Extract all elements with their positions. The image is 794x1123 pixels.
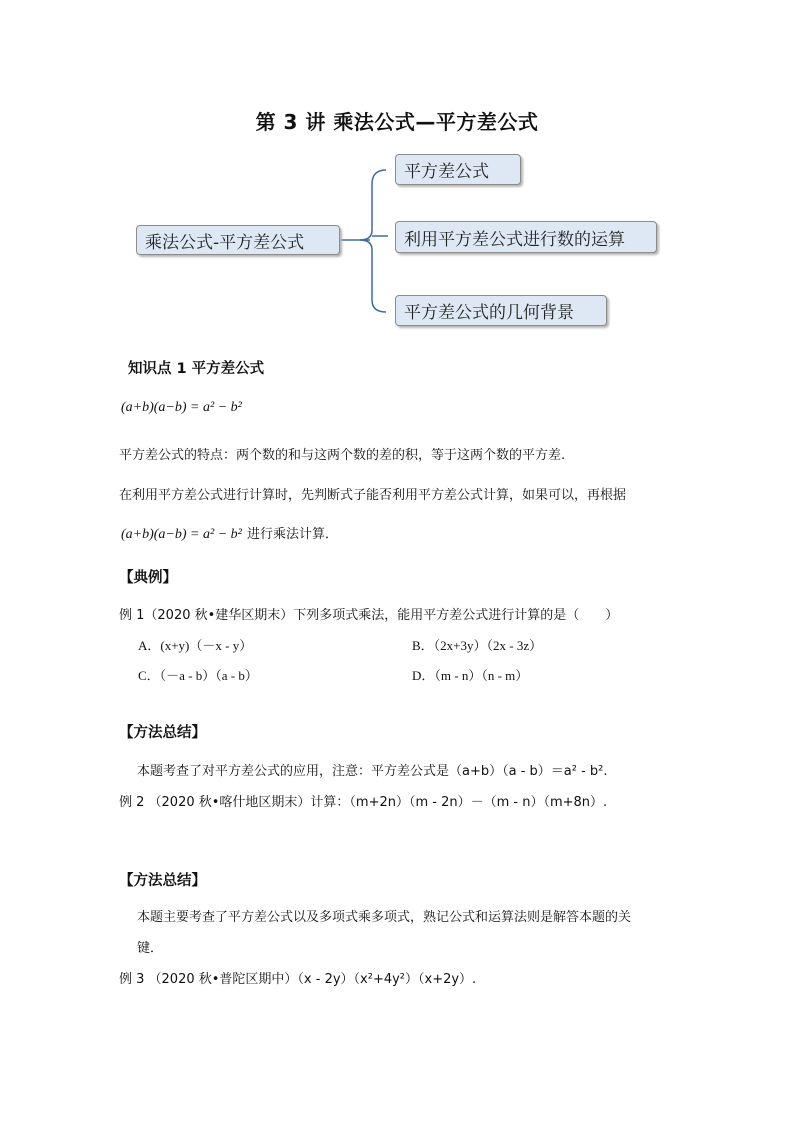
method-summary-heading-1: 【方法总结】 [119,725,206,741]
formula-description: 平方差公式的特点：两个数的和与这两个数的差的积，等于这两个数的平方差. [119,448,566,463]
mindmap-branch-1-label: 平方差公式 [404,162,489,182]
example-3-question: 例 3 （2020 秋•普陀区期中）（x - 2y）（x²+4y²）（x+2y）. [119,972,477,987]
mindmap-root-label: 乘法公式-平方差公式 [145,232,305,253]
mindmap-root [136,225,340,255]
method-summary-text-2b: 键． [137,941,164,956]
method-summary-text-1: 本题考查了对平方差公式的应用，注意：平方差公式是（a+b）（a - b）＝a² - b². [137,764,608,779]
mindmap-branch-3-label: 平方差公式的几何背景 [404,303,574,323]
page-title: 第 3 讲 乘法公式—平方差公式 [255,110,539,134]
example-2-question: 例 2 （2020 秋•喀什地区期末）计算：（m+2n）（m - 2n）－（m - n）（m+8n）. [119,795,608,810]
example-1-option-b: B．（2x+3y）（2x - 3z） [412,638,543,653]
mindmap-branch-2 [395,221,657,253]
usage-description: 在利用平方差公式进行计算时，先判断式子能否利用平方差公式计算，如果可以，再根据 [119,488,627,503]
example-1-option-d: D．（m - n）（n - m） [412,668,529,683]
method-summary-text-2a: 本题主要考查了平方差公式以及多项式乘多项式，熟记公式和运算法则是解答本题的关 [137,910,632,925]
mindmap-branch-3 [395,295,607,326]
section-heading: 知识点 1 平方差公式 [128,361,265,377]
example-1-option-a: A．(x+y)（－x - y） [138,638,253,653]
example-1-option-c: C．（－a - b）（a - b） [138,668,258,683]
mindmap-branch-1 [395,154,521,185]
usage-line [121,523,338,543]
mindmap-branch-2-label: 利用平方差公式进行数的运算 [404,229,625,250]
method-summary-heading-2: 【方法总结】 [119,873,206,889]
formula-inline: (a+b)(a−b) = a² − b² [121,527,242,542]
examples-heading: 【典例】 [119,570,177,586]
formula: (a+b)(a−b) = a² − b² [121,400,242,415]
usage-tail: 进行乘法计算． [246,527,338,542]
example-1-question: 例 1（2020 秋•建华区期末）下列多项式乘法，能用平方差公式进行计算的是（ ） [119,608,619,623]
